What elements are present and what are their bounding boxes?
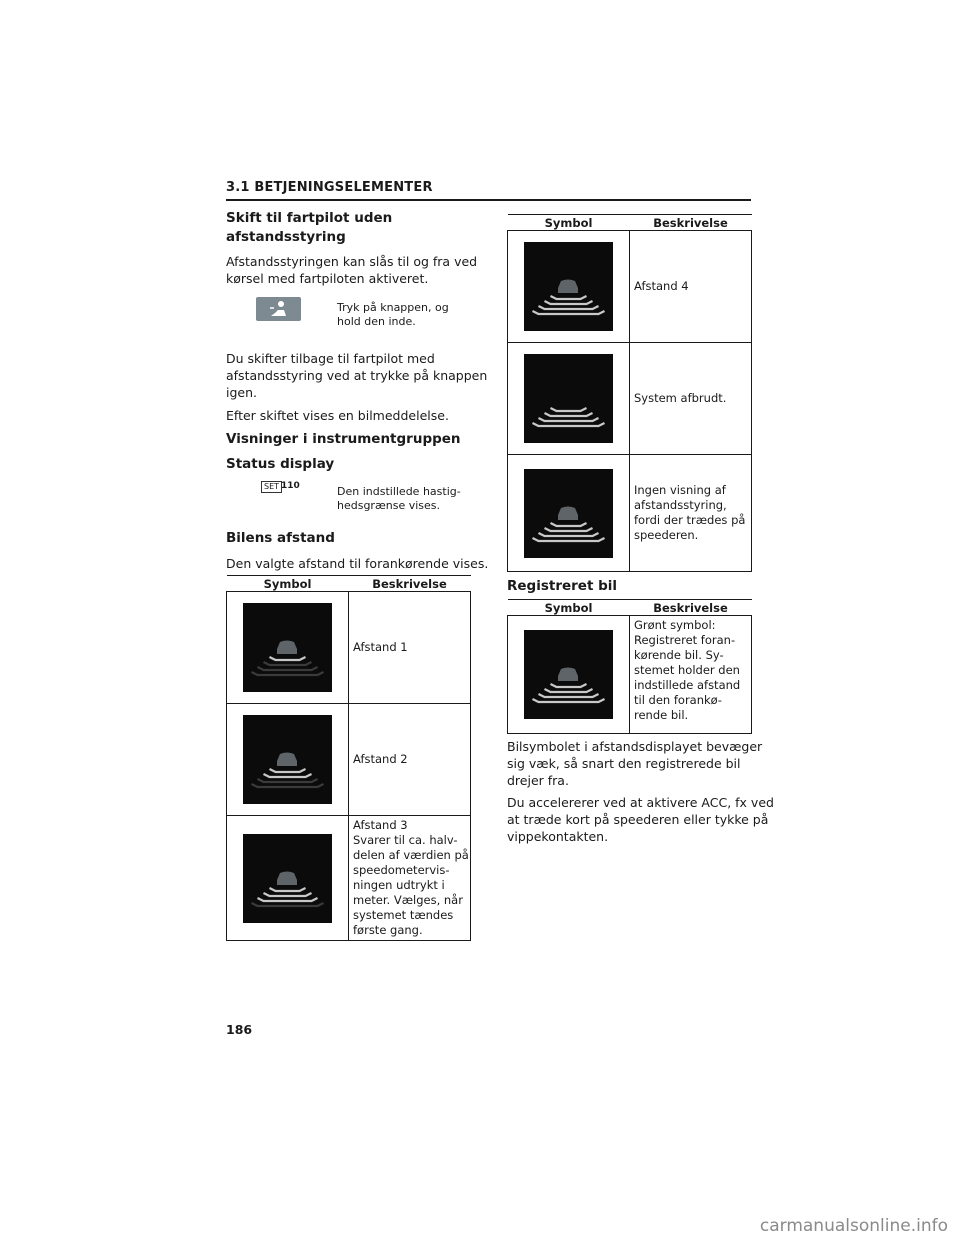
set-badge: SET <box>261 481 282 493</box>
distance-bar <box>264 774 312 777</box>
car-icon <box>277 753 297 767</box>
heading-visninger: Visninger i instrumentgruppen <box>226 431 461 447</box>
page-number: 186 <box>226 1022 253 1037</box>
distance-bar <box>252 784 324 787</box>
distance-bar <box>533 699 605 702</box>
row-description <box>630 231 752 343</box>
p2-line-1: Du accelererer ved at aktivere ACC, fx ved <box>507 795 774 810</box>
distance-graphic <box>524 630 613 719</box>
desc-line: Afstand 4 <box>634 279 689 293</box>
car-icon <box>558 280 578 294</box>
col-header-description: Beskrivelse <box>349 576 471 592</box>
no-display-icon <box>524 469 613 558</box>
desc-line: System afbrudt. <box>634 391 727 405</box>
desc-line: kørende bil. Sy- <box>634 648 724 662</box>
table-row <box>227 704 471 816</box>
distance-bar <box>533 538 605 541</box>
distance-bar <box>533 423 605 426</box>
row-description <box>349 592 471 704</box>
distance-4-icon <box>524 242 613 331</box>
distance-bar <box>545 301 593 304</box>
heading-skift-2: afstandsstyring <box>226 229 346 245</box>
distance-graphic <box>243 834 332 923</box>
distance-bar <box>539 418 599 421</box>
distance-bar <box>258 898 318 901</box>
distance-graphic <box>524 469 613 558</box>
row-description <box>630 343 752 455</box>
distance-graphic <box>243 715 332 804</box>
row-description <box>349 816 471 941</box>
distance-bar <box>539 533 599 536</box>
car-icon <box>277 641 297 655</box>
row-description <box>349 704 471 816</box>
row-description <box>630 616 752 734</box>
p1-line-1: Bilsymbolet i afstandsdisplayet bevæger <box>507 739 763 754</box>
back-line-3: igen. <box>226 385 257 400</box>
desc-line: stemet holder den <box>634 663 740 677</box>
table-row <box>508 616 752 734</box>
desc-line: indstillede afstand <box>634 678 741 692</box>
desc-line: fordi der trædes på <box>634 513 746 527</box>
p2-line-3: vippekontakten. <box>507 829 609 844</box>
desc-line: Afstand 3 <box>353 818 408 832</box>
col-header-description: Beskrivelse <box>630 215 752 231</box>
press-text-1: Tryk på knappen, og <box>337 301 449 314</box>
back-line-2: afstandsstyring ved at trykke på knappen <box>226 368 488 383</box>
desc-line: Afstand 1 <box>353 640 408 654</box>
desc-line: afstandsstyring, <box>634 498 727 512</box>
table-row <box>227 592 471 704</box>
col-header-symbol: Symbol <box>227 576 349 592</box>
distance-bar <box>264 662 312 665</box>
distance-1-icon <box>243 603 332 692</box>
col-header-symbol: Symbol <box>508 215 630 231</box>
table-row <box>508 343 752 455</box>
press-text-2: hold den inde. <box>337 315 416 328</box>
distance-bar <box>551 408 587 411</box>
distance-bar <box>258 779 318 782</box>
col-header-description: Beskrivelse <box>630 600 752 616</box>
section-heading: 3.1 BETJENINGSELEMENTER <box>226 180 433 195</box>
distance-bar <box>545 689 593 692</box>
status-text-1: Den indstillede hastig- <box>337 485 461 498</box>
desc-line: speederen. <box>634 528 699 542</box>
header-divider <box>226 199 751 201</box>
distance-3-icon <box>243 834 332 923</box>
distance-bar <box>539 306 599 309</box>
distance-bar <box>252 903 324 906</box>
car-icon <box>558 506 578 520</box>
distance-bar <box>551 296 587 299</box>
desc-line: meter. Vælges, når <box>353 893 463 907</box>
set-speed-value: 110 <box>281 481 300 491</box>
system-interrupted-icon <box>524 354 613 443</box>
desc-line: speedometervis- <box>353 863 450 877</box>
desc-line: Registreret foran- <box>634 633 736 647</box>
desc-line: første gang. <box>353 923 423 937</box>
desc-line: Ingen visning af <box>634 483 726 497</box>
car-icon <box>558 668 578 682</box>
heading-bilens-afstand: Bilens afstand <box>226 530 335 546</box>
registered-car-table <box>507 599 752 734</box>
distance-graphic <box>524 354 613 443</box>
distance-bar <box>252 672 324 675</box>
table-row <box>508 455 752 572</box>
distance-graphic <box>524 242 613 331</box>
desc-line: Afstand 2 <box>353 752 408 766</box>
distance-table-right <box>507 214 752 572</box>
distance-bar <box>270 769 306 772</box>
desc-line: Grønt symbol: <box>634 618 716 632</box>
desc-line: til den forankø- <box>634 693 722 707</box>
desc-line: systemet tændes <box>353 908 454 922</box>
table-row <box>508 231 752 343</box>
col-header-symbol: Symbol <box>508 600 630 616</box>
registered-car-icon <box>524 630 613 719</box>
p1-line-2: sig væk, så snart den registrerede bil <box>507 756 741 771</box>
intro-line-2: kørsel med fartpiloten aktiveret. <box>226 271 429 286</box>
afstand-intro: Den valgte afstand til forankørende vises. <box>226 556 489 571</box>
after-text: Efter skiftet vises en bilmeddelelse. <box>226 408 449 423</box>
distance-bar <box>258 667 318 670</box>
distance-bar <box>551 684 587 687</box>
desc-line: rende bil. <box>634 708 689 722</box>
row-description <box>630 455 752 572</box>
p1-line-3: drejer fra. <box>507 773 569 788</box>
distance-graphic <box>243 603 332 692</box>
distance-bar <box>533 311 605 314</box>
desc-line: delen af værdien på <box>353 848 469 862</box>
p2-line-2: at træde kort på speederen eller tykke på <box>507 812 769 827</box>
heading-status-display: Status display <box>226 456 335 472</box>
distance-bar <box>539 694 599 697</box>
car-icon <box>277 871 297 885</box>
status-text-2: hedsgrænse vises. <box>337 499 441 512</box>
distance-2-icon <box>243 715 332 804</box>
desc-line: Svarer til ca. halv- <box>353 833 458 847</box>
heading-skift-1: Skift til fartpilot uden <box>226 210 393 226</box>
desc-line: ningen udtrykt i <box>353 878 445 892</box>
distance-table-left <box>226 575 471 941</box>
table-row <box>227 816 471 941</box>
distance-bar <box>545 528 593 531</box>
heading-registreret-bil: Registreret bil <box>507 578 618 594</box>
distance-bar <box>270 888 306 891</box>
intro-line-1: Afstandsstyringen kan slås til og fra ved <box>226 254 478 269</box>
distance-bar <box>551 523 587 526</box>
back-line-1: Du skifter tilbage til fartpilot med <box>226 351 435 366</box>
watermark: carmanualsonline.info <box>759 1216 948 1236</box>
cruise-distance-button-icon <box>256 297 301 321</box>
distance-bar <box>264 893 312 896</box>
distance-bar <box>545 413 593 416</box>
distance-bar <box>270 657 306 660</box>
